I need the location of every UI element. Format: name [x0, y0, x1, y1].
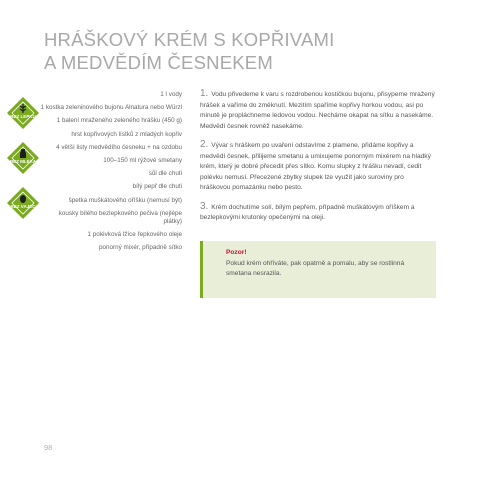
instruction-step — [200, 202, 436, 224]
ingredient-item: ponorný mixér, případně sítko — [99, 244, 182, 252]
gluten-free-icon — [6, 96, 40, 130]
step-text: Krém dochutíme solí, bílým pepřem, případně muškátovým oříškem a bezlepkovými krutonky opečenými na oleji. — [200, 203, 415, 221]
recipe-title — [44, 28, 444, 74]
recipe-title-line2: A MEDVĚDÍM ČESNEKEM — [44, 52, 273, 73]
step-number: 2. — [200, 139, 209, 150]
instruction-step — [200, 89, 436, 132]
ingredient-item: 1 balení mraženého zeleného hrášku (450 g) — [56, 117, 182, 125]
ingredient-item: sůl dle chuti — [148, 170, 182, 178]
step-number: 3. — [200, 200, 209, 212]
dairy-free-icon — [6, 141, 40, 175]
ingredient-item: 1 kostka zeleninového bujonu Alnatura nebo Würzl — [40, 104, 182, 112]
ingredients-list — [40, 91, 182, 257]
ingredient-item: bílý pepř dle chuti — [132, 183, 182, 191]
instruction-step — [200, 140, 436, 194]
ingredient-item: 1 polévková lžíce řepkového oleje — [87, 230, 182, 238]
ingredient-item: 1 l vody — [160, 91, 182, 98]
egg-free-icon — [6, 186, 40, 220]
step-text: Vývar s hráškem po uvaření odstavíme z plamene, přidáme kopřivy a medvědí česnek, přilijeme smetanu a umixujeme ponorným mixérem na hladký krém, který je dobré přecedit přes sítko. Komu slupky z hrášku nevadí, cedit polévku nemusí. Přecezené zbytky slupek lze využít jako suroviny pro hráškovou pomazánku nebo pesto. — [200, 142, 431, 191]
tip-text: Pokud krém ohříváte, pak opatrně a pomalu, aby se rostlinná smetana nesrazila. — [226, 260, 405, 277]
dairy-free-badge — [6, 141, 40, 175]
badge-label: BEZ LEPKU — [10, 114, 36, 119]
recipe-title-line1: HRÁŠKOVÝ KRÉM S KOPŘIVAMI — [44, 29, 335, 50]
page-number: 98 — [44, 443, 53, 452]
ingredient-item: hrst kopřivových lístků z mladých kopřiv — [71, 130, 182, 138]
step-text: Vodu přivedeme k varu s rozdrobenou kostičkou bujonu, přisypeme mražený hrášek a vaříme do změknutí. Mezitím spaříme kopřivy horkou vodou, asi po minutě je propláchneme ledovou vodou. Necháme okapat na sítku a nasekáme. Medvědí česnek rovněž nasekáme. — [200, 91, 435, 130]
step-number: 1. — [200, 88, 209, 99]
gluten-free-badge — [6, 96, 40, 130]
instructions — [200, 89, 436, 232]
diet-badges — [6, 96, 40, 231]
badge-label: BEZ VAJEC — [10, 204, 36, 209]
tip-title: Pozor! — [226, 249, 247, 256]
ingredient-item: špetka muškátového oříšku (nemusí být) — [68, 196, 182, 204]
egg-free-badge — [6, 186, 40, 220]
ingredient-item: kousky bílého bezlepkového pečiva (nejlépe plátky) — [58, 209, 182, 225]
ingredient-item: 4 větší listy medvědího česneku + na ozdobu — [56, 143, 182, 151]
tip-box — [200, 241, 436, 298]
ingredient-item: 100–150 ml rýžové smetany — [103, 156, 182, 164]
badge-label: BEZ MLÉKA — [9, 159, 37, 164]
